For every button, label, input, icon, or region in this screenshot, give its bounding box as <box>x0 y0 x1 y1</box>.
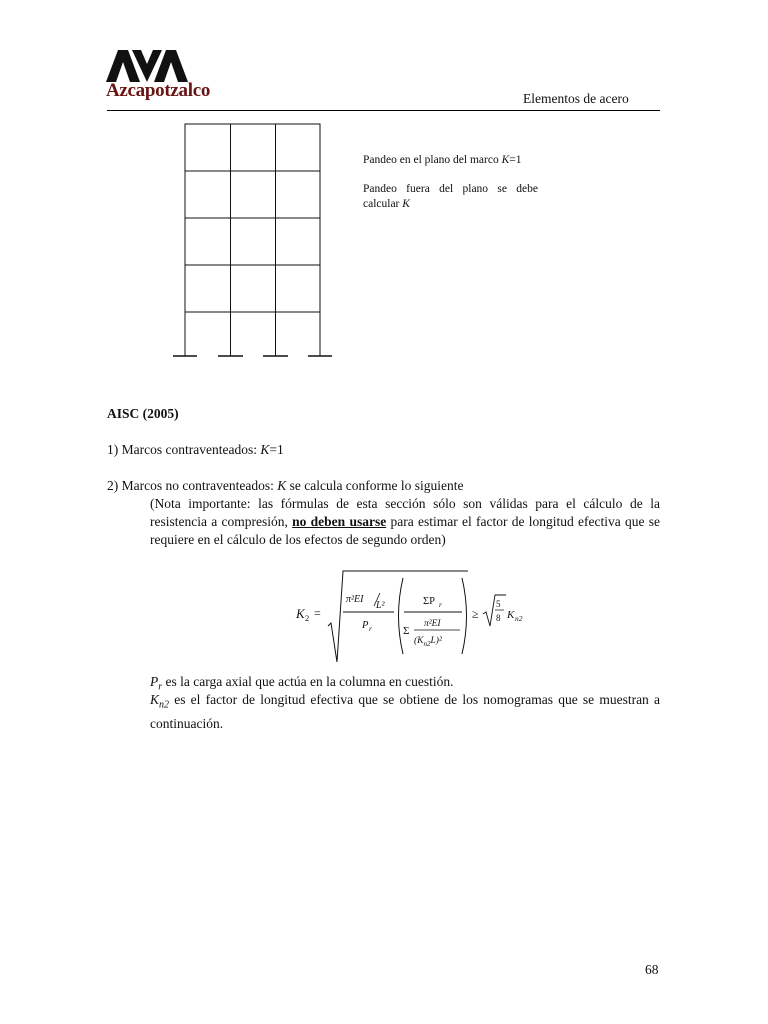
item-unbraced-frames: 2) Marcos no contraventeados: K se calcula conforme lo siguiente <box>107 478 464 493</box>
item-braced-frames: 1) Marcos contraventeados: K=1 <box>107 442 284 457</box>
page-number: 68 <box>645 962 659 977</box>
formula-l2: L² <box>376 600 385 611</box>
formula-rhs-sub: n2 <box>515 614 523 623</box>
formula-geq: ≥ <box>472 607 479 621</box>
formula-pi2ei-1: π²EI <box>346 594 364 605</box>
definition-pr: $P_r$ es la carga axial que actúa en la columna en cuestión. <box>150 674 454 693</box>
formula-pr-sub: r <box>369 624 372 633</box>
formula-five: 5 <box>496 599 501 609</box>
figure-note-out-of-plane: Pandeo fuera del plano se debe calcular K <box>363 183 538 210</box>
page-header-title: Elementos de acero <box>523 91 629 106</box>
formula-kn2l: $(K_{n2}L)^2$ <box>414 636 442 648</box>
formula-pi2ei-2: π²EI <box>424 619 441 629</box>
uam-logo-icon <box>106 46 188 82</box>
formula-lhs-sub: 2 <box>305 613 310 623</box>
logo <box>106 46 188 82</box>
formula-eight: 8 <box>496 613 501 623</box>
formula-equals: = <box>314 606 321 620</box>
formula-sum-pr: ΣP <box>423 596 435 607</box>
header-divider <box>107 110 660 111</box>
section-heading: AISC (2005) <box>107 406 179 421</box>
formula-pr: P <box>362 620 369 631</box>
formula-sum: Σ <box>403 625 410 637</box>
formula-lhs: K <box>296 606 305 621</box>
important-note: (Nota importante: las fórmulas de esta sección sólo son válidas para el cálculo de la resistencia a compresión, no deben usarse para estimar el factor de longitud efectiva que se requiere en el cálculo de los efectos de segundo orden) <box>150 496 661 547</box>
formula-rhs-k: K <box>507 609 515 621</box>
figure-note-in-plane: Pandeo en el plano del marco K=1 <box>363 154 522 166</box>
frame-diagram <box>170 120 340 365</box>
k2-formula <box>290 568 540 668</box>
svg-text:r: r <box>439 600 442 609</box>
logo-text: Azcapotzalco <box>106 80 211 101</box>
definition-kn2: $K_{n2}$ es el factor de longitud efectiva que se obtiene de los nomogramas que se muestran a continuación. <box>150 692 660 731</box>
